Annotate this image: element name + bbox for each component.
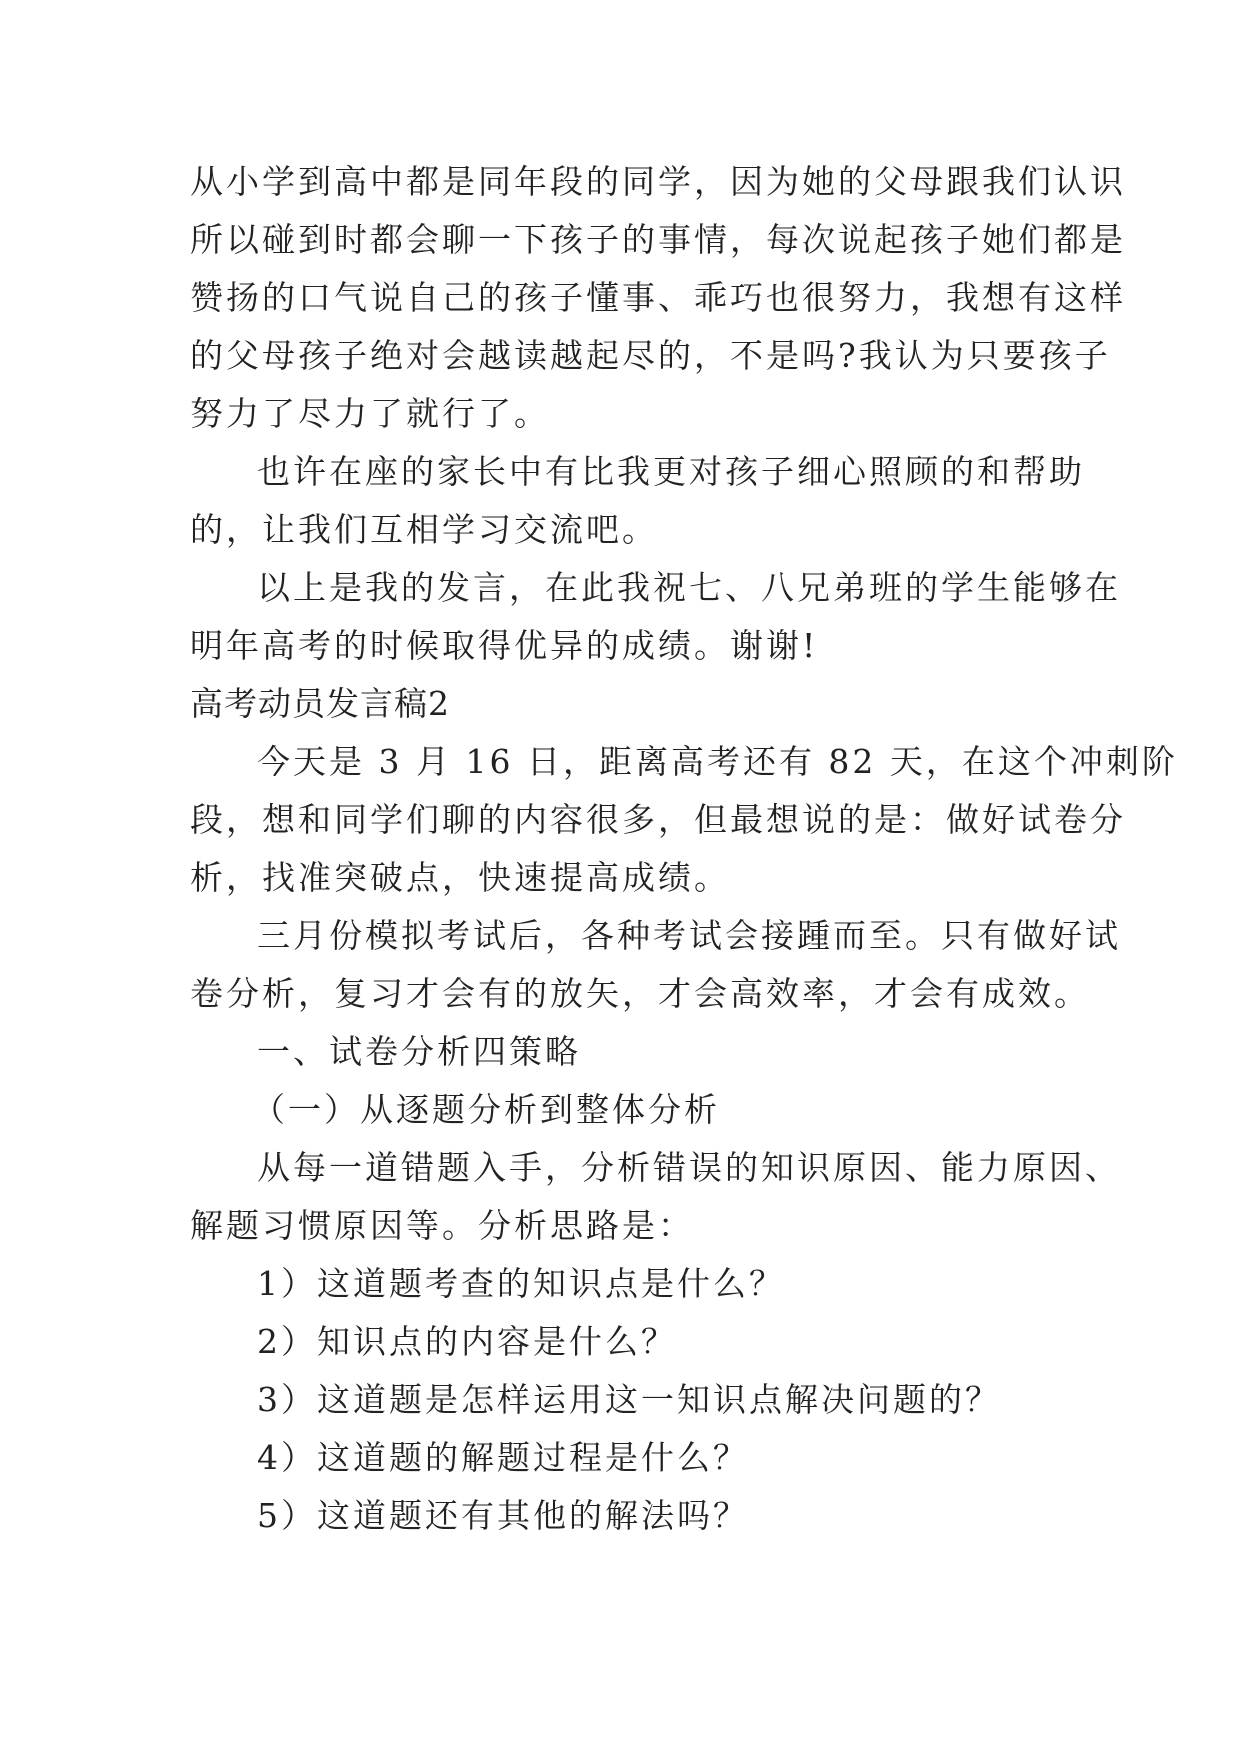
paragraph-line: 从小学到高中都是同年段的同学，因为她的父母跟我们认识: [190, 162, 1126, 201]
paragraph-line: 卷分析，复习才会有的放矢，才会高效率，才会有成效。: [190, 974, 1090, 1013]
list-item: 4）这道题的解题过程是什么？: [257, 1438, 749, 1477]
list-item: 2）知识点的内容是什么？: [257, 1322, 677, 1361]
subheading: （一）从逐题分析到整体分析: [252, 1090, 720, 1129]
list-item: 5）这道题还有其他的解法吗？: [257, 1496, 749, 1535]
subheading: 一、试卷分析四策略: [257, 1032, 581, 1071]
paragraph-line: 析，找准突破点，快速提高成绩。: [190, 858, 730, 897]
paragraph-line: 今天是 3 月 16 日，距离高考还有 82 天，在这个冲刺阶: [257, 742, 1178, 781]
list-item: 1）这道题考查的知识点是什么？: [257, 1264, 785, 1303]
paragraph-line: 以上是我的发言，在此我祝七、八兄弟班的学生能够在: [257, 568, 1121, 607]
paragraph-line: 三月份模拟考试后，各种考试会接踵而至。只有做好试: [257, 916, 1121, 955]
paragraph-line: 努力了尽力了就行了。: [190, 394, 550, 433]
paragraph-line: 段，想和同学们聊的内容很多，但最想说的是：做好试卷分: [190, 800, 1126, 839]
paragraph-line: 解题习惯原因等。分析思路是：: [190, 1206, 694, 1245]
paragraph-line: 的，让我们互相学习交流吧。: [190, 510, 658, 549]
paragraph-line: 的父母孩子绝对会越读越起尽的，不是吗?我认为只要孩子: [190, 336, 1111, 375]
list-item: 3）这道题是怎样运用这一知识点解决问题的？: [257, 1380, 1001, 1419]
paragraph-line: 从每一道错题入手，分析错误的知识原因、能力原因、: [257, 1148, 1121, 1187]
paragraph-line: 也许在座的家长中有比我更对孩子细心照顾的和帮助: [257, 452, 1085, 491]
section-title: 高考动员发言稿2: [190, 684, 450, 723]
paragraph-line: 赞扬的口气说自己的孩子懂事、乖巧也很努力，我想有这样: [190, 278, 1126, 317]
paragraph-line: 明年高考的时候取得优异的成绩。谢谢!: [190, 626, 819, 665]
paragraph-line: 所以碰到时都会聊一下孩子的事情，每次说起孩子她们都是: [190, 220, 1126, 259]
